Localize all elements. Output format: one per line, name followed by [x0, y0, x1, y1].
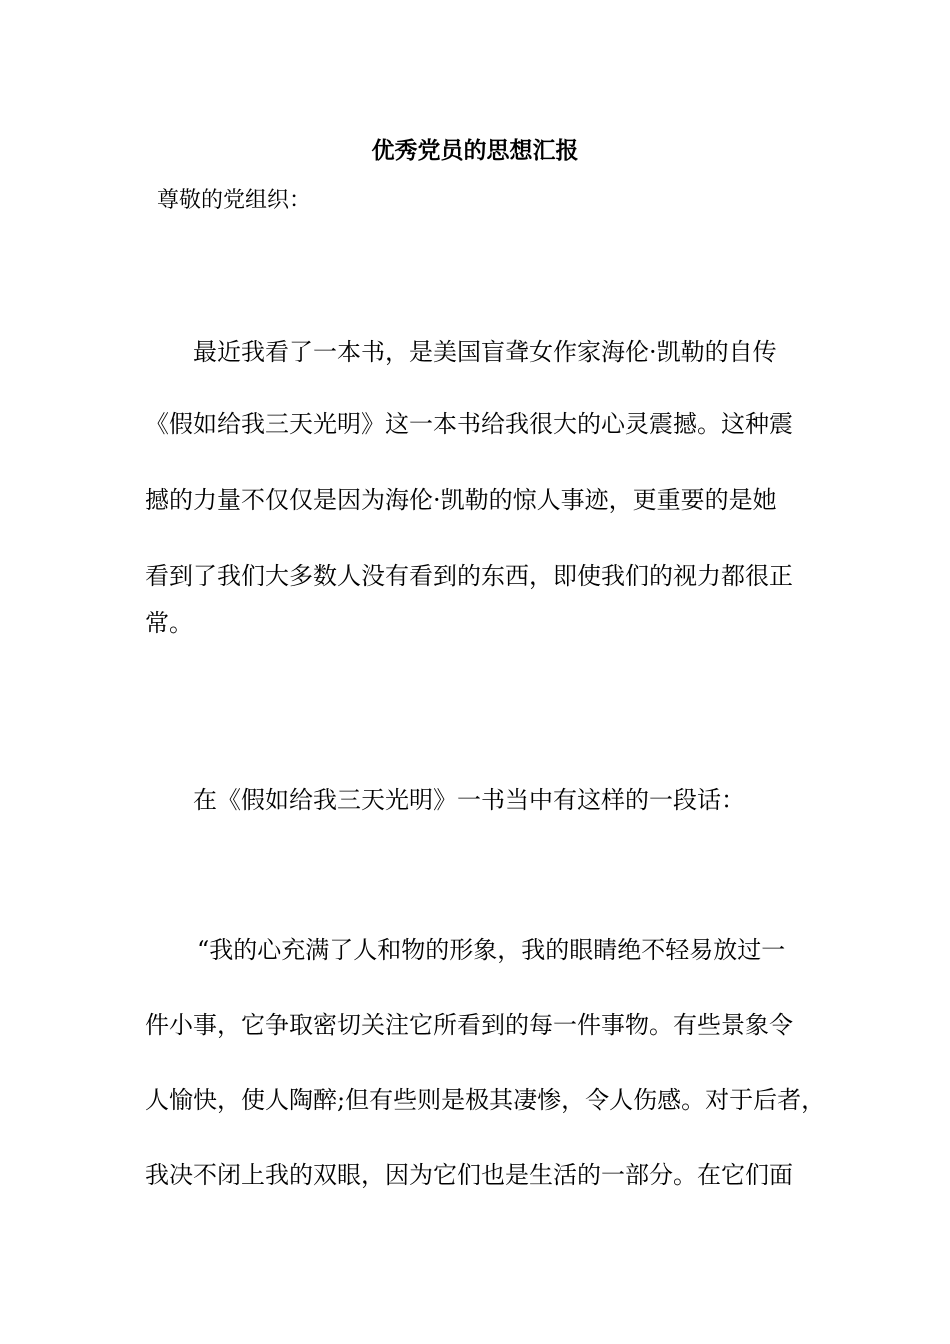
paragraph-line: 最近我看了一本书，是美国盲聋女作家海伦·凯勒的自传: [193, 338, 777, 366]
document-title: 优秀党员的思想汇报: [371, 137, 579, 164]
paragraph-line: 在《假如给我三天光明》一书当中有这样的一段话：: [193, 786, 745, 814]
paragraph-line: 件小事，它争取密切关注它所看到的每一件事物。有些景象令: [145, 1011, 793, 1039]
paragraph-line: 我决不闭上我的双眼，因为它们也是生活的一部分。在它们面: [145, 1161, 793, 1189]
paragraph-line: 常。: [145, 609, 193, 637]
paragraph-line: 《假如给我三天光明》这一本书给我很大的心灵震撼。这种震: [145, 410, 793, 438]
salutation: 尊敬的党组织：: [157, 188, 312, 213]
paragraph-line: 看到了我们大多数人没有看到的东西，即使我们的视力都很正: [145, 562, 793, 590]
paragraph-line: “我的心充满了人和物的形象，我的眼睛绝不轻易放过一: [197, 936, 786, 964]
paragraph-line: 人愉快，使人陶醉;但有些则是极其凄惨，令人伤感。对于后者，: [145, 1086, 826, 1114]
paragraph-line: 撼的力量不仅仅是因为海伦·凯勒的惊人事迹，更重要的是她: [145, 486, 777, 514]
